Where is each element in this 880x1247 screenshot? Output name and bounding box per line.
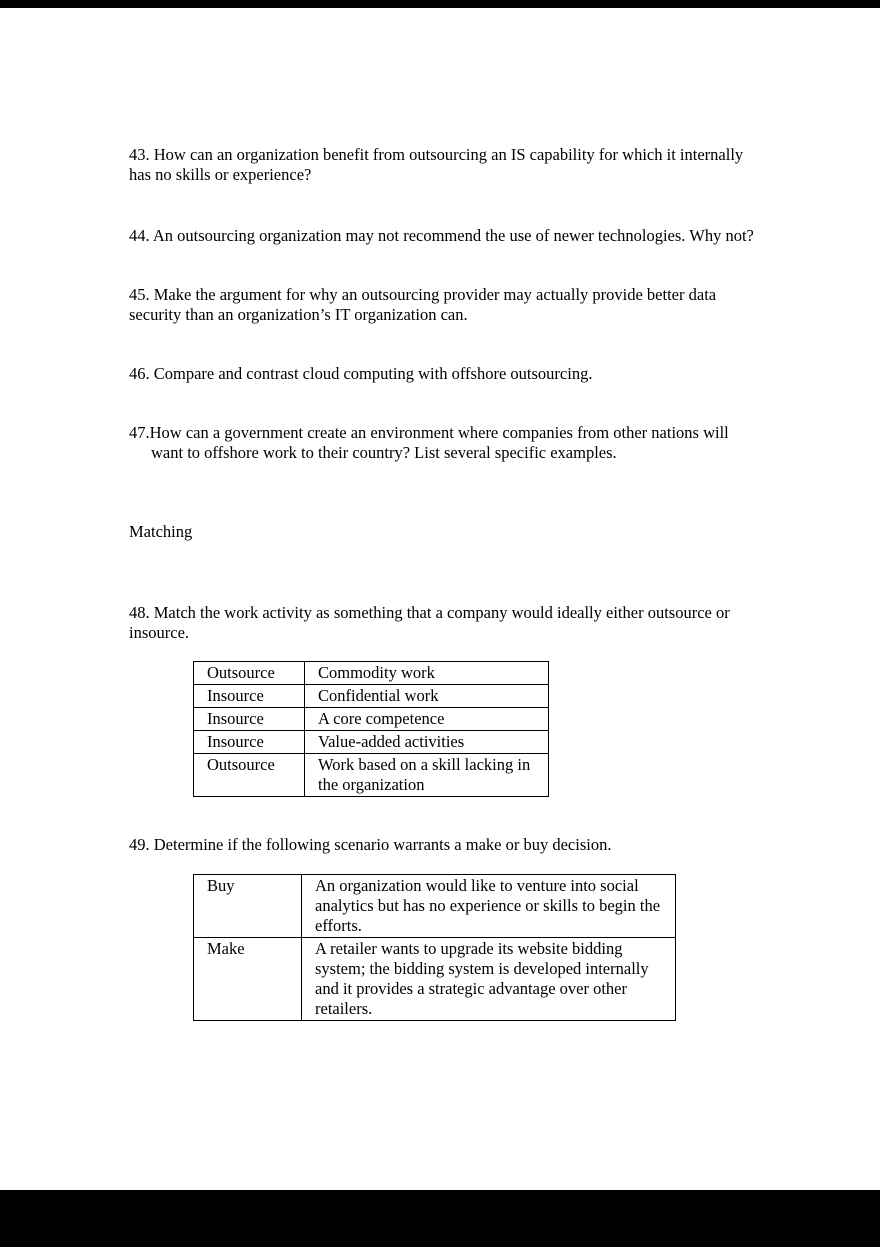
table-cell-choice: Outsource	[194, 662, 305, 685]
table-cell-item: Value-added activities	[305, 731, 549, 754]
question-45: 45. Make the argument for why an outsourcing provider may actually provide better data security than an organization’s IT organization can.	[129, 285, 717, 324]
table-cell-item: An organization would like to venture into social analytics but has no experience or skills to begin the efforts.	[302, 875, 676, 938]
table-cell-choice: Make	[194, 938, 302, 1021]
table-cell-choice: Insource	[194, 708, 305, 731]
question-46: 46. Compare and contrast cloud computing with offshore outsourcing.	[129, 364, 593, 383]
table-cell-choice: Insource	[194, 731, 305, 754]
document-page	[0, 8, 880, 1190]
document-content	[0, 8, 880, 1021]
table-cell-item: Work based on a skill lacking in the organization	[305, 754, 549, 797]
table-row	[194, 938, 676, 1021]
table-row	[194, 875, 676, 938]
question-44: 44. An outsourcing organization may not recommend the use of newer technologies. Why not?	[129, 226, 754, 245]
table-cell-item: A core competence	[305, 708, 549, 731]
make-buy-table-49	[193, 874, 676, 1021]
question-49: 49. Determine if the following scenario warrants a make or buy decision.	[129, 835, 612, 854]
section-heading-matching: Matching	[129, 522, 193, 541]
table-cell-choice: Outsource	[194, 754, 305, 797]
question-47: 47.How can a government create an environment where companies from other nations will want to offshore work to their country? List several specific examples.	[129, 423, 729, 462]
table-row	[194, 685, 549, 708]
matching-table-48	[193, 661, 549, 797]
table-row	[194, 731, 549, 754]
question-43: 43. How can an organization benefit from outsourcing an IS capability for which it internally has no skills or experience?	[129, 145, 744, 184]
table-row	[194, 708, 549, 731]
table-cell-choice: Insource	[194, 685, 305, 708]
table-row	[194, 754, 549, 797]
table-cell-choice: Buy	[194, 875, 302, 938]
table-cell-item: Commodity work	[305, 662, 549, 685]
table-cell-item: Confidential work	[305, 685, 549, 708]
table-row	[194, 662, 549, 685]
table-cell-item: A retailer wants to upgrade its website bidding system; the bidding system is developed internally and it provides a strategic advantage over other retailers.	[302, 938, 676, 1021]
question-48: 48. Match the work activity as something that a company would ideally either outsource or insource.	[129, 603, 730, 642]
